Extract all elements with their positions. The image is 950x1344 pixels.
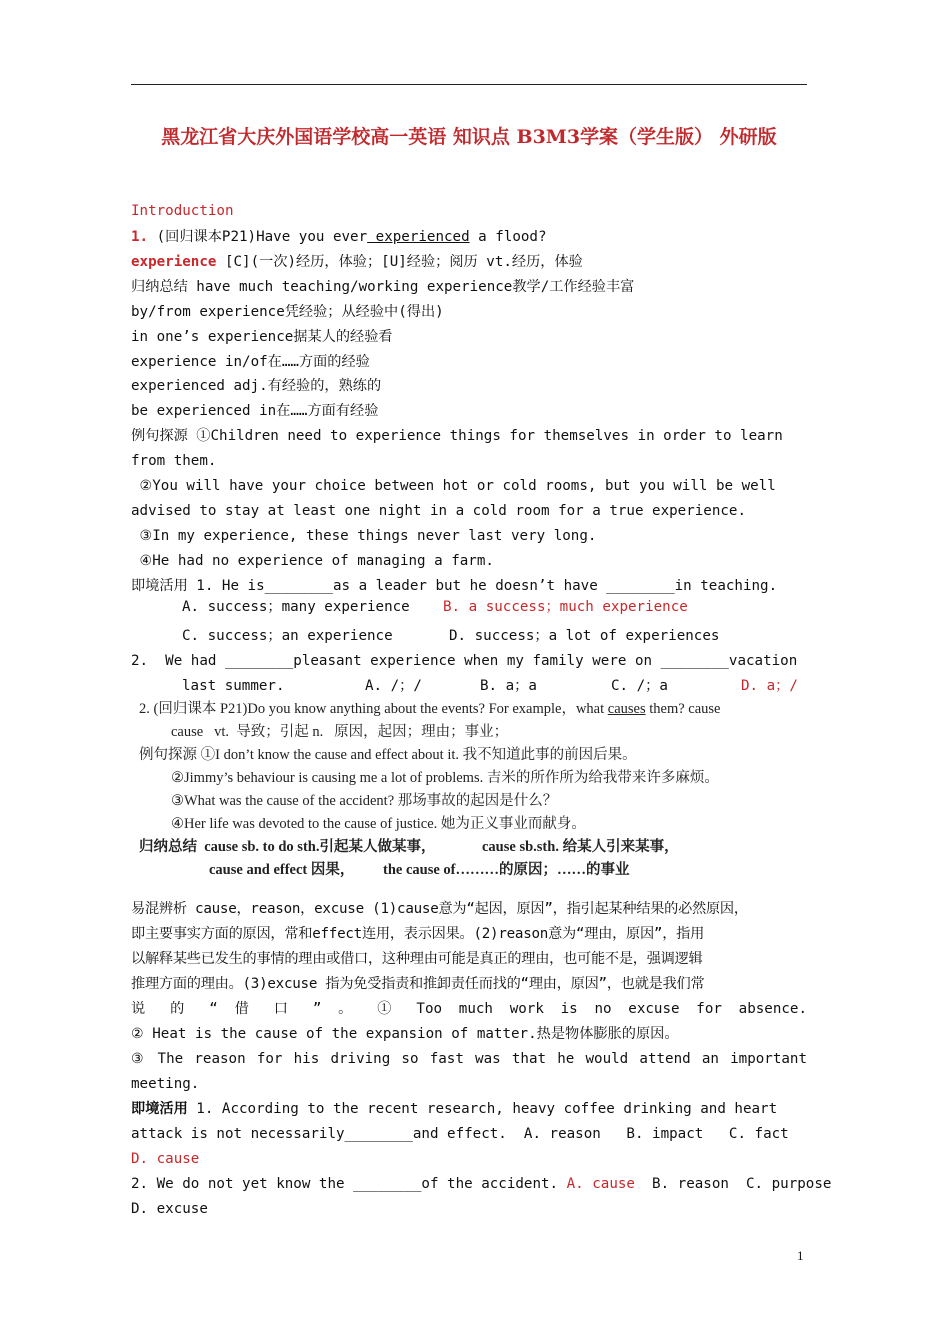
text-line: 易混辨析 cause，reason，excuse (1)cause意为“起因，原因”，指引起某种结果的必然原因，	[131, 901, 748, 917]
section-heading-introduction: Introduction	[131, 203, 234, 219]
text-line	[131, 1049, 807, 1069]
vocab-line	[131, 252, 583, 272]
exercise-2: 2. We had ________pleasant experience when my family were on ________vacation	[131, 653, 798, 669]
scanned-line: 例句探源 ①I don’t know the cause and effect about it. 我不知道此事的前因后果。	[139, 747, 637, 763]
question-text-end: a flood?	[469, 229, 547, 245]
text-line	[131, 999, 807, 1019]
exercise-line	[131, 1099, 777, 1119]
scanned-line	[139, 699, 721, 719]
text-line: ②You will have your choice between hot or cold rooms, but you will be well	[131, 478, 776, 494]
question-number: 1.	[131, 229, 149, 245]
text-line: in one’s experience据某人的经验看	[131, 329, 393, 345]
answer-option: D. cause	[131, 1151, 200, 1167]
option-a: A. /；/	[365, 678, 422, 694]
justified-text: 说 的 “ 借 口 ” 。 ① Too much work is no excuse for absence.	[131, 1001, 807, 1017]
exercise-text: 1. According to the recent research, heavy coffee drinking and heart	[187, 1101, 778, 1117]
scanned-line: ③What was the cause of the accident? 那场事故的起因是什么？	[171, 793, 558, 809]
text-line: from them.	[131, 453, 217, 469]
underlined-word: causes	[607, 701, 646, 717]
scanned-summary: cause sb.sth. 给某人引来某事，	[482, 839, 679, 855]
scanned-line: ④Her life was devoted to the cause of justice. 她为正义事业而献身。	[171, 816, 586, 832]
text-line: 以解释某些已发生的事情的理由或借口，这种理由可能是真正的理由，也可能不是，强调逻辑	[131, 951, 703, 967]
document-title: 黑龙江省大庆外国语学校高一英语 知识点 B3M3学案（学生版） 外研版	[161, 126, 777, 148]
scanned-line: ②Jimmy’s behaviour is causing me a lot of problems. 吉米的所作所为给我带来许多麻烦。	[171, 770, 719, 786]
scanned-summary: 归纳总结 cause sb. to do sth.引起某人做某事，	[139, 839, 436, 855]
question-1	[131, 227, 547, 247]
vocab-definition: [C](一次)经历，体验；[U]经验；阅历 vt.经历，体验	[216, 254, 583, 270]
exercise-text-end: B. reason C. purpose	[634, 1176, 832, 1192]
exercise-line: D. excuse	[131, 1201, 208, 1217]
top-rule	[131, 84, 807, 85]
text-line: advised to stay at least one night in a cold room for a true experience.	[131, 503, 746, 519]
exercise-1: 即境活用 1. He is________as a leader but he doesn’t have ________in teaching.	[131, 578, 778, 594]
scanned-text-end: them? cause	[645, 701, 721, 717]
scanned-summary: cause and effect 因果，	[209, 862, 355, 878]
exercise-line	[131, 1174, 831, 1194]
text-line: experience in/of在……方面的经验	[131, 354, 370, 370]
text-line: 例句探源 ①Children need to experience things for themselves in order to learn	[131, 428, 783, 444]
vocab-word: experience	[131, 254, 217, 270]
exercise-2-cont: last summer.	[182, 678, 285, 694]
text-line: 即主要事实方面的原因，常和effect连用，表示因果。(2)reason意为“理由，原因”，指用	[131, 926, 705, 942]
option-c: C. /；a	[611, 678, 668, 694]
label-bold: 即境活用	[131, 1101, 188, 1117]
exercise-line: attack is not necessarily________and effect. A. reason B. impact C. fact	[131, 1126, 789, 1142]
option-d-answer: D. a；/	[741, 678, 798, 694]
exercise-text: 2. We do not yet know the ________of the accident.	[131, 1176, 567, 1192]
text-line: ③In my experience, these things never last very long.	[131, 528, 597, 544]
page-number: 1	[797, 1248, 804, 1263]
text-line: meeting.	[131, 1076, 200, 1092]
text-line: ④He had no experience of managing a farm.	[131, 553, 494, 569]
answer-option: A. cause	[566, 1176, 635, 1192]
text-line: 推理方面的理由。(3)excuse 指为免受指责和推卸责任而找的“理由，原因”，也就是我们常	[131, 976, 705, 992]
scanned-line: cause vt. 导致；引起 n. 原因，起因；理由；事业；	[171, 724, 509, 740]
text-line: by/from experience凭经验；从经验中(得出)	[131, 304, 444, 320]
scanned-summary: the cause of………的原因；……的事业	[383, 862, 630, 878]
text-line: experienced adj.有经验的，熟练的	[131, 378, 382, 394]
option-b-answer: B. a success；much experience	[443, 599, 688, 615]
option-d: D. success；a lot of experiences	[449, 628, 720, 644]
scanned-text: 2. (回归课本 P21)Do you know anything about the events? For example，what	[139, 701, 608, 717]
text-line: be experienced in在……方面有经验	[131, 403, 379, 419]
option-b: B. a；a	[480, 678, 537, 694]
text-line: ② Heat is the cause of the expansion of matter.热是物体膨胀的原因。	[131, 1026, 679, 1042]
option-a: A. success；many experience	[182, 599, 410, 615]
justified-text: ③ The reason for his driving so fast was that he would attend an important	[131, 1051, 807, 1067]
underlined-word: experienced	[367, 229, 470, 245]
question-text: (回归课本P21)Have you ever	[148, 229, 368, 245]
option-c: C. success；an experience	[182, 628, 393, 644]
text-line: 归纳总结 have much teaching/working experience教学/工作经验丰富	[131, 279, 635, 295]
